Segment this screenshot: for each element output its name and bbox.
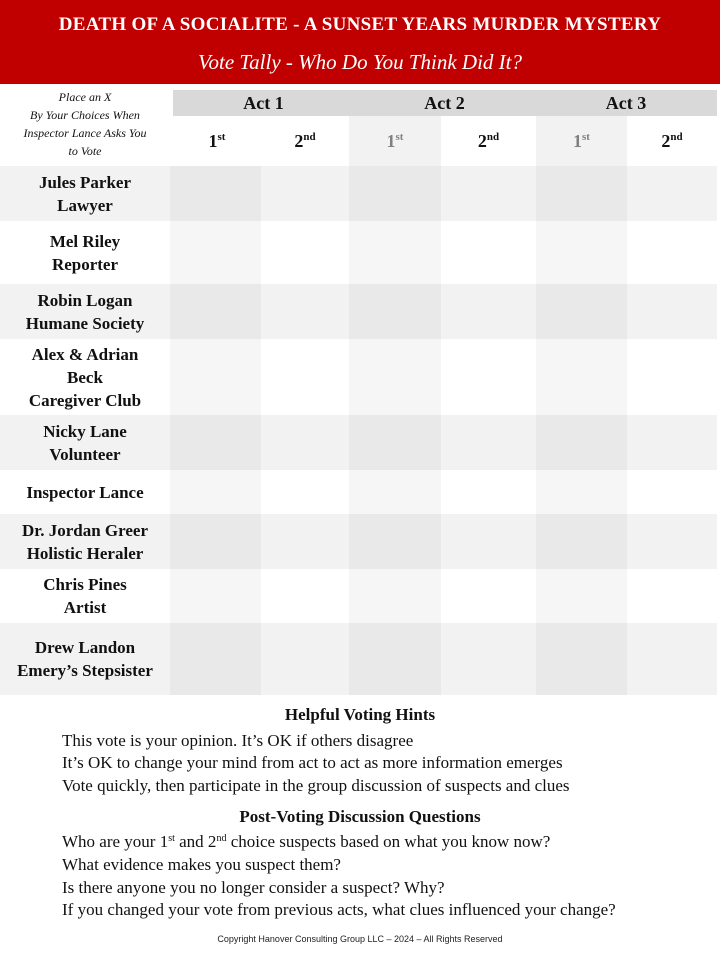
act-3-first-choice-header: 1st: [573, 131, 590, 151]
instruction-line: By Your Choices When: [30, 108, 140, 122]
suspect-role: Volunteer: [49, 444, 121, 464]
suspect-name: Robin Logan: [37, 290, 133, 310]
title-banner: [0, 0, 720, 84]
suspect-role: Humane Society: [25, 313, 145, 333]
suspect-role: Reporter: [51, 254, 119, 274]
suspect-nicky-lane: [0, 415, 170, 470]
instruction-line: Inspector Lance Asks You: [23, 126, 147, 140]
act-1-first-choice-header: 1st: [208, 131, 226, 151]
suspect-chris-pines: [0, 569, 170, 623]
act-1-second-choice-header: 2nd: [294, 131, 316, 151]
suspect-jordan-greer: [0, 514, 170, 569]
suspect-role: Holistic Heraler: [26, 543, 144, 563]
act-2-header: Act 2: [424, 93, 465, 113]
suspect-robin-logan: [0, 284, 170, 339]
instruction-line: Place an X: [58, 90, 112, 104]
suspect-role: Artist: [63, 598, 107, 617]
suspect-name: Drew Landon: [34, 638, 136, 657]
document-title: DEATH OF A SOCIALITE - A SUNSET YEARS MURDER MYSTERY: [58, 14, 662, 35]
suspect-name: Beck: [67, 367, 103, 387]
act-2-first-choice-header: 1st: [386, 131, 404, 151]
act-3-second-choice-header: 2nd: [661, 131, 683, 151]
suspect-name: Mel Riley: [49, 231, 121, 251]
suspect-name: Jules Parker: [38, 172, 132, 192]
act-2-first-choice-column[interactable]: [349, 166, 441, 695]
hint-item: Vote quickly, then participate in the group discussion of suspects and clues: [62, 776, 570, 795]
suspect-inspector-lance: [0, 470, 170, 514]
suspect-role: Caregiver Club: [28, 390, 142, 410]
discussion-question: If you changed your vote from previous acts, what clues influenced your change?: [62, 900, 616, 919]
act-1-first-choice-column[interactable]: [170, 166, 261, 695]
suspect-mel-riley: [0, 221, 170, 284]
copyright-footer: Copyright Hanover Consulting Group LLC – 2024 – All Rights Reserved: [217, 934, 503, 944]
document-subtitle: Vote Tally - Who Do You Think Did It?: [198, 50, 522, 74]
suspect-jules-parker: [0, 166, 170, 221]
suspect-alex-adrian-beck: [0, 339, 170, 415]
suspect-name: Chris Pines: [43, 575, 127, 594]
discussion-question: Who are your 1st and 2nd choice suspects based on what you know now?: [62, 832, 551, 851]
suspect-name: Alex & Adrian: [31, 344, 139, 364]
suspect-name: Inspector Lance: [26, 482, 144, 502]
suspect-drew-landon: [0, 623, 170, 695]
act-2-second-choice-header: 2nd: [477, 131, 500, 151]
discussion-question: What evidence makes you suspect them?: [62, 855, 341, 874]
hints-title: Helpful Voting Hints: [284, 705, 436, 724]
discussion-title: Post-Voting Discussion Questions: [239, 807, 481, 826]
suspect-role: Emery’s Stepsister: [17, 661, 153, 680]
suspect-role: Lawyer: [57, 195, 113, 215]
hint-item: It’s OK to change your mind from act to act as more information emerges: [62, 753, 563, 772]
vote-tally-grid: [0, 84, 720, 698]
voting-instructions: [0, 88, 170, 160]
suspect-name: Dr. Jordan Greer: [21, 520, 149, 540]
hint-item: This vote is your opinion. It’s OK if others disagree: [62, 731, 414, 750]
act-3-first-choice-column[interactable]: [536, 166, 627, 695]
act-3-header: Act 3: [605, 93, 647, 113]
act-1-header: Act 1: [243, 93, 284, 113]
suspect-name: Nicky Lane: [43, 421, 127, 441]
instruction-line: to Vote: [68, 144, 102, 158]
discussion-question: Is there anyone you no longer consider a suspect? Why?: [62, 878, 445, 897]
